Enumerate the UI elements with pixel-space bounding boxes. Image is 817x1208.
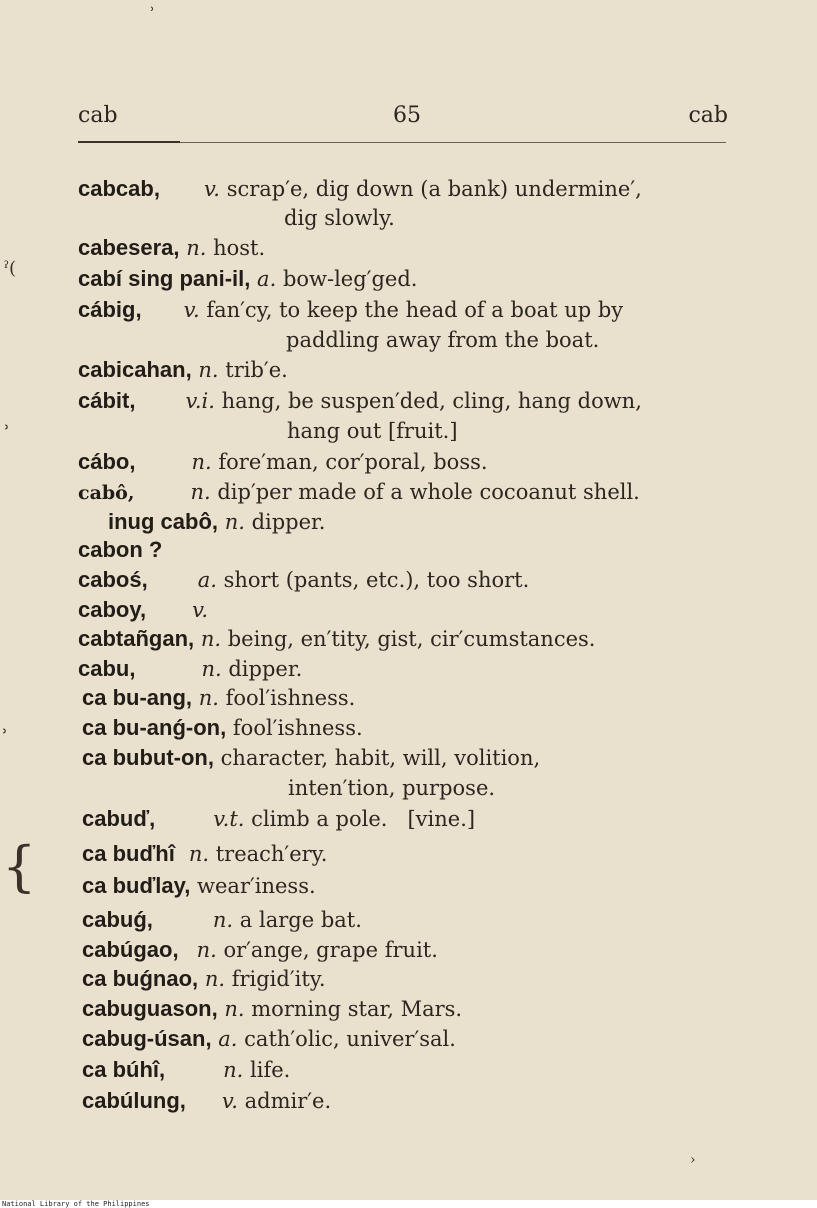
list-item bbox=[82, 683, 742, 713]
entry-definition: fan′cy, to keep the head of a boat up by bbox=[206, 298, 624, 322]
entry-definition: climb a pole. [vine.] bbox=[251, 807, 476, 831]
list-item bbox=[78, 477, 738, 508]
entry-definition: dip′per made of a whole cocoanut shell. bbox=[217, 480, 640, 504]
entry-headword: cabicahan, bbox=[78, 357, 192, 382]
list-item bbox=[78, 174, 738, 204]
entry-pos: n. bbox=[196, 938, 217, 962]
list-item bbox=[78, 624, 738, 654]
entry-definition: host. bbox=[213, 236, 266, 260]
entry-definition: being, en′tity, gist, cir′cumstances. bbox=[227, 627, 596, 651]
entry-headword: cabuď, bbox=[82, 806, 156, 831]
entry-definition: a large bat. bbox=[239, 908, 362, 932]
entry-definition: character, habit, will, volition, bbox=[220, 746, 541, 770]
entry-headword: caboy, bbox=[78, 597, 147, 622]
entry-headword: cábit, bbox=[78, 388, 136, 413]
list-item bbox=[78, 386, 738, 416]
entry-continuation: paddling away from the boat. bbox=[286, 328, 600, 352]
entry-pos: v. bbox=[221, 1089, 238, 1113]
list-item bbox=[78, 565, 738, 595]
list-item bbox=[82, 743, 742, 773]
entry-pos: n. bbox=[191, 450, 212, 474]
entry-definition: life. bbox=[250, 1058, 291, 1082]
page-number: 65 bbox=[393, 103, 421, 128]
entry-headword: cabúlung, bbox=[82, 1088, 186, 1113]
list-item bbox=[78, 535, 738, 565]
entry-pos: n. bbox=[212, 908, 234, 932]
entry-definition: treach′ery. bbox=[215, 842, 328, 866]
list-item bbox=[82, 1055, 742, 1085]
entry-definition: dipper. bbox=[228, 657, 303, 681]
entry-definition: fool′ishness. bbox=[225, 686, 356, 710]
entry-pos: v. bbox=[203, 177, 220, 201]
margin-mark: ʾ bbox=[4, 420, 11, 444]
entry-headword: cabcab, bbox=[78, 176, 160, 201]
list-item bbox=[78, 595, 738, 625]
entry-definition: or′ange, grape fruit. bbox=[223, 938, 438, 962]
header-guide-word-left: cab bbox=[78, 103, 118, 128]
list-item bbox=[82, 804, 742, 834]
entry-definition: frigid′ity. bbox=[231, 967, 326, 991]
entry-pos: v.i. bbox=[185, 389, 215, 413]
list-item bbox=[82, 871, 742, 901]
entry-pos: a. bbox=[218, 1027, 238, 1051]
entry-headword: ca búhî, bbox=[82, 1057, 166, 1082]
footer-credit: National Library of the Philippines bbox=[2, 1200, 150, 1208]
list-item bbox=[78, 233, 738, 263]
entry-definition: fool′ishness. bbox=[232, 716, 363, 740]
entry-pos: n. bbox=[204, 967, 226, 991]
header-rule-thick bbox=[78, 141, 180, 143]
entry-definition: scrap′e, dig down (a bank) undermine′, bbox=[226, 177, 642, 201]
margin-mark: ˀ( bbox=[4, 258, 17, 279]
entry-headword: cabug-úsan, bbox=[82, 1026, 212, 1051]
entry-pos: n. bbox=[186, 236, 207, 260]
entry-headword: cabô, bbox=[78, 482, 135, 504]
entry-headword: ca buďlay, bbox=[82, 873, 191, 898]
entry-continuation: inten′tion, purpose. bbox=[288, 776, 496, 800]
list-item bbox=[82, 1086, 742, 1116]
entry-definition: bow-leg′ged. bbox=[282, 267, 418, 291]
entry-headword: cabuguason, bbox=[82, 996, 218, 1021]
list-item bbox=[82, 713, 742, 743]
margin-mark: { bbox=[2, 835, 37, 898]
entry-definition: wear′iness. bbox=[197, 874, 316, 898]
entry-definition: cath′olic, univer′sal. bbox=[244, 1027, 456, 1051]
list-item bbox=[82, 994, 742, 1024]
entry-pos: n. bbox=[200, 627, 222, 651]
entry-headword: cabu, bbox=[78, 656, 136, 681]
entry-headword: caboś, bbox=[78, 567, 148, 592]
margin-mark: › bbox=[690, 1152, 696, 1168]
header-guide-word-right: cab bbox=[688, 103, 728, 128]
entry-pos: a. bbox=[197, 568, 217, 592]
entry-headword: cabtañgan, bbox=[78, 626, 195, 651]
entry-headword: cabesera, bbox=[78, 235, 180, 260]
list-item bbox=[78, 654, 738, 684]
running-header bbox=[78, 103, 728, 133]
list-item bbox=[82, 964, 742, 994]
entry-pos: n. bbox=[201, 657, 222, 681]
entry-definition: short (pants, etc.), too short. bbox=[223, 568, 530, 592]
entry-pos: v.t. bbox=[213, 807, 245, 831]
entry-definition: trib′e. bbox=[225, 358, 288, 382]
entry-headword: cabúgao, bbox=[82, 937, 179, 962]
margin-mark: ʾ bbox=[2, 724, 9, 748]
entry-headword: cabí sing pani-il, bbox=[78, 266, 251, 291]
entry-headword: cábig, bbox=[78, 297, 142, 322]
list-item bbox=[82, 839, 742, 869]
list-item bbox=[108, 507, 768, 537]
list-item bbox=[82, 905, 742, 935]
entry-headword: cábo, bbox=[78, 449, 136, 474]
entry-pos: a. bbox=[257, 267, 277, 291]
entry-continuation: hang out [fruit.] bbox=[287, 419, 458, 443]
entry-headword: ca bu-anǵ-on, bbox=[82, 715, 227, 740]
list-item bbox=[78, 447, 738, 477]
entry-headword: inug cabô, bbox=[108, 509, 218, 534]
entry-pos: n. bbox=[223, 1058, 244, 1082]
entry-pos: n. bbox=[198, 686, 219, 710]
entry-headword: ca bu-ang, bbox=[82, 685, 193, 710]
entry-continuation: dig slowly. bbox=[284, 206, 395, 230]
list-item bbox=[82, 935, 742, 965]
entry-pos: n. bbox=[224, 997, 245, 1021]
entry-definition: morning star, Mars. bbox=[251, 997, 463, 1021]
entry-headword: ca buďhî bbox=[82, 841, 175, 866]
entry-headword: cabuǵ, bbox=[82, 907, 153, 932]
list-item bbox=[78, 355, 738, 385]
entry-pos: n. bbox=[190, 480, 211, 504]
entry-definition: dipper. bbox=[251, 510, 326, 534]
entry-pos: v. bbox=[192, 598, 209, 622]
entry-definition: fore′man, cor′poral, boss. bbox=[218, 450, 488, 474]
list-item bbox=[78, 295, 738, 325]
entry-pos: v. bbox=[183, 298, 200, 322]
entry-definition: admir′e. bbox=[244, 1089, 332, 1113]
entry-pos: n. bbox=[224, 510, 245, 534]
entry-definition: hang, be suspen′ded, cling, hang down, bbox=[221, 389, 642, 413]
entry-pos: n. bbox=[188, 842, 210, 866]
list-item bbox=[78, 264, 738, 294]
entry-headword: ca buǵnao, bbox=[82, 966, 199, 991]
list-item bbox=[82, 1024, 742, 1054]
margin-mark: ʾ bbox=[150, 4, 155, 23]
entry-pos: n. bbox=[198, 358, 219, 382]
entry-headword: cabon ? bbox=[78, 537, 163, 562]
entry-headword: ca bubut-on, bbox=[82, 745, 214, 770]
header-rule-thin bbox=[180, 142, 726, 143]
